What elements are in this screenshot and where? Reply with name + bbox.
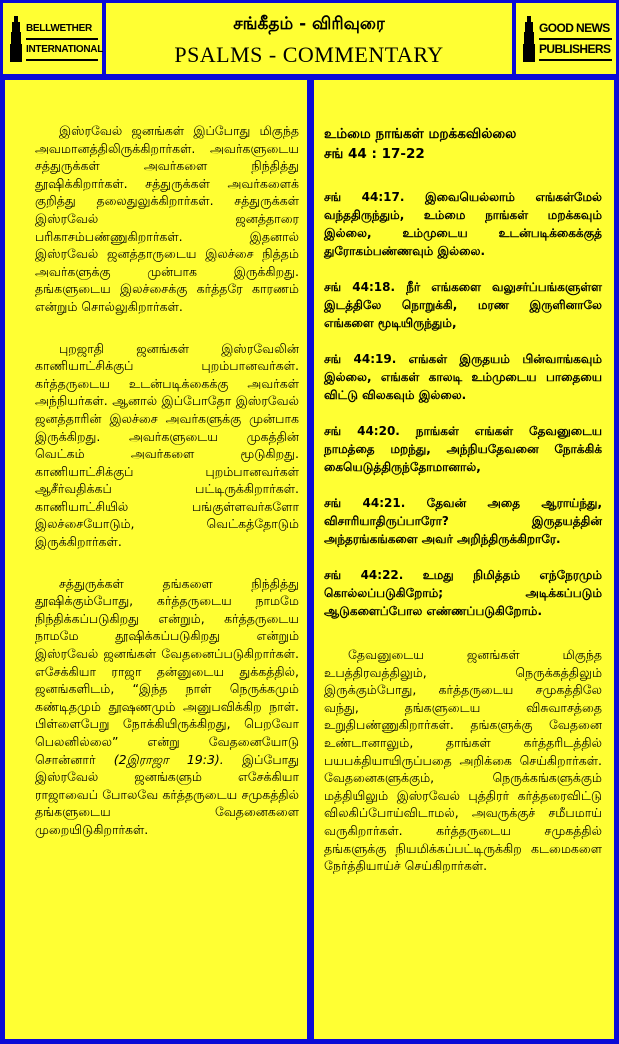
page-header — [3, 3, 616, 74]
verse-44-17: சங் 44:17. இவையெல்லாம் எங்கள்மேல் வந்ததிருந்தும், உம்மை நாங்கள் மறக்கவும் இல்லை, உம்முடைய உடன்படிக்கைக்குத் துரோகம்பண்ணவும் இல்லை. — [324, 190, 602, 258]
left-paragraph-3 — [35, 575, 299, 839]
left-paragraph-3-end: இப்போது இஸ்ரவேல் ஜனங்களும் எசேக்கியா ராஜாவைப் போலவே கர்த்தருடைய சமுகத்தில் தங்களுடைய வேதனைகளை முறையிடுகிறார்கள். — [35, 751, 299, 837]
title-english: PSALMS - COMMENTARY — [174, 42, 444, 67]
left-logo-line2: INTERNATIONAL — [26, 40, 98, 61]
section-heading-title: உம்மை நாங்கள் மறக்கவில்லை — [324, 126, 517, 142]
verse-44-20: சங் 44:20. நாங்கள் எங்கள் தேவனுடைய நாமத்தை மறந்து, அந்நியதேவனை நோக்கிக் கையெடுத்திருந்தோமானால், — [324, 424, 602, 474]
right-body-paragraph: தேவனுடைய ஜனங்கள் மிகுந்த உபத்திரவத்திலும், நெருக்கத்திலும் இருக்கும்போது, கர்த்தருடைய சமுகத்திலே வந்து, தங்களுடைய விசுவாசத்தை உறுதிபண்ணுகிறார்கள். தங்களுக்கு வேதனை உண்டானாலும், தாங்கள் கர்த்தரிடத்தில் பயபக்தியாயிருப்பதை அறிக்கை செய்கிறார்கள். வேதனைகளுக்கும், நெருக்கங்களுக்கும் மத்தியிலும் இஸ்ரவேல் புத்திரர் கர்த்தரைவிட்டு விலகிப்போய்விடாமல், அவருக்குச் சமீபமாய் வருகிறார்கள். கர்த்தருடைய சமுகத்தில் தங்களுக்கு நியமிக்கப்பட்டிருக்கிற கடமைகளை நேர்த்தியாய்ச் செய்கிறார்கள். — [324, 647, 602, 874]
left-column — [5, 80, 307, 1039]
verse-44-22: சங் 44:22. உமது நிமித்தம் எந்நேரமும் கொல்லப்படுகிறோம்; அடிக்கப்படும் ஆடுகளைப்போல எண்ணப்படுகிறோம். — [324, 568, 602, 618]
right-logo-line1: GOOD NEWS — [539, 19, 612, 40]
right-column — [314, 80, 614, 1039]
bellwether-logo — [3, 3, 102, 74]
bell-tower-icon — [9, 16, 23, 62]
section-heading — [324, 124, 602, 164]
left-paragraph-3-main: சத்துருக்கள் தங்களை நிந்தித்து தூஷிக்கும்போது, கர்த்தருடைய நாமமே நிந்திக்கப்படுகிறது என்றும், கர்த்தருடைய நாமமே தூஷிக்கப்படுகிறது என்றும் இஸ்ரவேல் ஜனங்கள் வேதனைப்படுகிறார்கள். எசேக்கியா ராஜா தன்னுடைய துக்கத்தில், ஜனங்களிடம், “இந்த நாள் நெருக்கமும் கண்டிதமும் தூஷணமும் அனுபவிக்கிற நாள். பிள்ளைபேறு நோக்கியிருக்கிறது, பெறவோ பெலனில்லை” என்று வேதனையோடு சொன்னார் — [35, 575, 299, 767]
section-heading-reference: சங் 44 : 17-22 — [324, 146, 425, 162]
verse-44-19: சங் 44:19. எங்கள் இருதயம் பின்வாங்கவும் இல்லை, எங்கள் காலடி உம்முடைய பாதையை விட்டு விலகவும் இல்லை. — [324, 352, 602, 402]
left-logo-line1: BELLWETHER — [26, 19, 98, 40]
right-logo-line2: PUBLISHERS — [539, 40, 612, 61]
left-paragraph-1: இஸ்ரவேல் ஜனங்கள் இப்போது மிகுந்த அவமானத்திலிருக்கிறார்கள். அவர்களுடைய சத்துருக்கள் அவர்களை நிந்தித்து தூஷிக்கிறார்கள். சத்துருக்கள் அவர்களைக் குறித்து தலைதுலுக்கிறார்கள். சத்துருக்கள் இஸ்ரவேல் ஜனத்தாரை பரிகாசம்பண்ணுகிறார்கள். இதனால் இஸ்ரவேல் ஜனத்தாருடைய இலச்சை நித்தம் அவர்களுக்கு முன்பாக இருக்கிறது. தங்களுடைய இலச்சைக்கு கர்த்தரே காரணம் என்றும் சொல்லுகிறார்கள். — [35, 123, 299, 314]
bell-tower-icon — [522, 16, 536, 62]
title-tamil: சங்கீதம் - விரிவுரை — [233, 14, 385, 34]
title-panel — [106, 3, 512, 74]
verse-44-21: சங் 44:21. தேவன் அதை ஆராய்ந்து, விசாரியாதிருப்பாரோ? இருதயத்தின் அந்தரங்கங்களை அவர் அறிந்திருக்கிறாரே. — [324, 496, 602, 546]
good-news-logo — [516, 3, 616, 74]
scripture-reference: (2இராஜா 19:3). — [113, 751, 224, 767]
verse-44-18: சங் 44:18. நீர் எங்களை வலுசர்ப்பங்களுள்ள இடத்திலே நொறுக்கி, மரண இருளினாலே எங்களை மூடியிருந்தும், — [324, 280, 602, 330]
left-paragraph-2: புறஜாதி ஜனங்கள் இஸ்ரவேலின் காணியாட்சிக்குப் புறம்பானவர்கள். கர்த்தருடைய உடன்படிக்கைக்கு அவர்கள் அந்நியர்கள். ஆனால் இப்போதோ இஸ்ரவேல் ஜனத்தாரின் இலச்சை அவர்களுக்கு முன்பாக இருக்கிறது. அவர்களுடைய முகத்தின் வெட்கம் அவர்களை மூடுகிறது. காணியாட்சிக்குப் புறம்பானவர்கள் ஆசீர்வதிக்கப் பட்டிருக்கிறார்கள். காணியாட்சியில் பங்குள்ளவர்களோ இலச்சையோடும், வெட்கத்தோடும் இருக்கிறார்கள். — [35, 340, 299, 550]
